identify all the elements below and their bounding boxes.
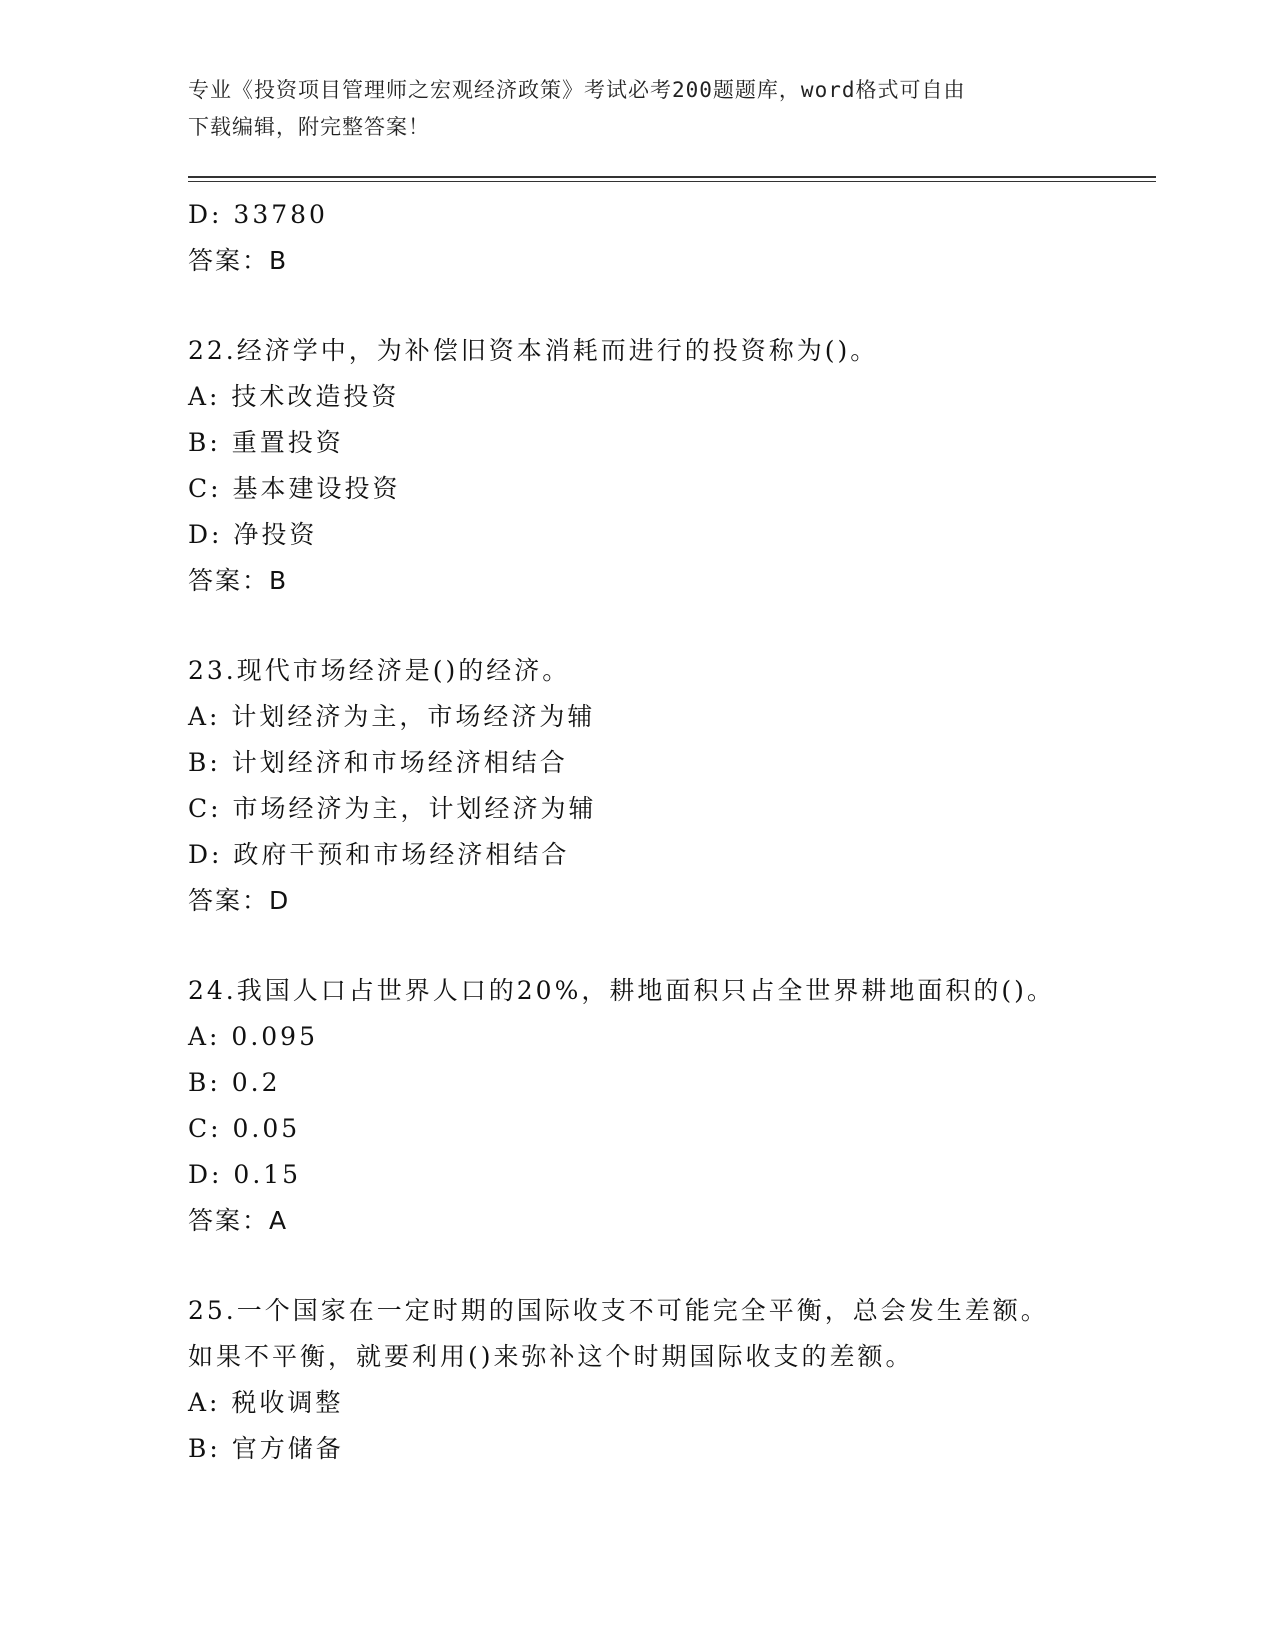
question-stem: 22.经济学中，为补偿旧资本消耗而进行的投资称为()。 (188, 336, 879, 365)
header-line-1: 专业《投资项目管理师之宏观经济政策》考试必考200题题库，word格式可自由 (188, 78, 966, 102)
option-a: A: 税收调整 (188, 1388, 344, 1417)
header-line-2: 下载编辑，附完整答案！ (188, 115, 430, 139)
option-a: A: 0.095 (188, 1022, 318, 1051)
option-c: C: 基本建设投资 (188, 474, 401, 503)
question-stem: 24.我国人口占世界人口的20%，耕地面积只占全世界耕地面积的()。 (188, 976, 1055, 1005)
header-rule-thick (188, 176, 1156, 178)
option-c: C: 市场经济为主，计划经济为辅 (188, 794, 597, 823)
answer: 答案：B (188, 566, 289, 595)
spacer (188, 924, 1168, 968)
option-b: B: 官方储备 (188, 1434, 344, 1463)
option-b: B: 重置投资 (188, 428, 344, 457)
document-body (188, 192, 1168, 1472)
document-header (188, 72, 1068, 146)
option-b: B: 0.2 (188, 1068, 281, 1097)
option-a: A: 技术改造投资 (188, 382, 400, 411)
question-stem: 23.现代市场经济是()的经济。 (188, 656, 571, 685)
option-d: D: 政府干预和市场经济相结合 (188, 840, 570, 869)
option-a: A: 计划经济为主，市场经济为辅 (188, 702, 596, 731)
option-d: D: 0.15 (188, 1160, 302, 1189)
header-rule-thin (188, 181, 1156, 182)
option-d: D: 净投资 (188, 520, 318, 549)
spacer (188, 604, 1168, 648)
option-d: D: 33780 (188, 200, 328, 229)
answer: 答案：A (188, 1206, 289, 1235)
spacer (188, 284, 1168, 328)
question-stem: 25.一个国家在一定时期的国际收支不可能完全平衡，总会发生差额。 (188, 1296, 1049, 1325)
answer: 答案：D (188, 886, 291, 915)
question-25 (188, 1288, 1168, 1472)
option-b: B: 计划经济和市场经济相结合 (188, 748, 568, 777)
question-23 (188, 648, 1168, 924)
question-22 (188, 328, 1168, 604)
question-24 (188, 968, 1168, 1244)
question-stem-continued: 如果不平衡，就要利用()来弥补这个时期国际收支的差额。 (188, 1342, 914, 1371)
option-c: C: 0.05 (188, 1114, 301, 1143)
answer: 答案：B (188, 246, 289, 275)
spacer (188, 1244, 1168, 1288)
